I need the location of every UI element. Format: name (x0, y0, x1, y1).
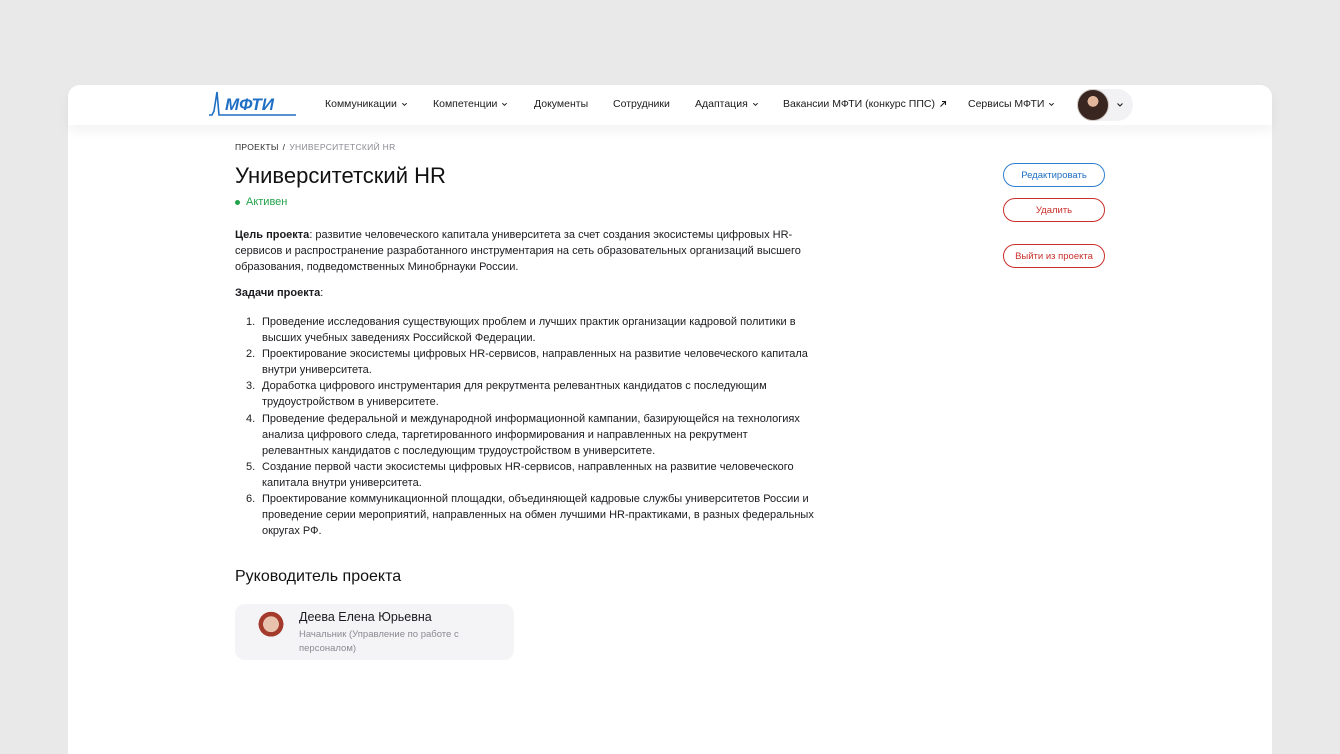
leader-name: Деева Елена Юрьевна (299, 610, 432, 624)
page-title: Университетский HR (235, 163, 446, 188)
tasks-colon: : (320, 287, 324, 299)
list-item (235, 459, 815, 491)
status-badge (235, 196, 287, 208)
list-item-text: Проведение федеральной и международной информационной кампании, базирующейся на технологиях анализа цифрового следа, таргетированного информирования и направленных на рекрутмент релевантных кандидатов с последующим трудоустройством в университете. (262, 412, 800, 457)
list-item (235, 491, 815, 539)
list-item (235, 314, 815, 346)
list-item-text: Проектирование экосистемы цифровых HR-сервисов, направленных на развитие человеческого капитала внутри университета. (262, 348, 808, 377)
nav-vacancies[interactable] (783, 98, 947, 110)
leave-project-button[interactable]: Выйти из проекта (1003, 244, 1105, 268)
tasks-label: Задачи проекта (235, 287, 321, 299)
list-item-number: 4. (246, 412, 256, 425)
list-item-number: 1. (246, 316, 256, 328)
goal-label: Цель проекта (235, 229, 310, 241)
nav-label: Адаптация (695, 98, 748, 110)
status-dot-icon (235, 200, 240, 205)
nav-competencies[interactable] (433, 98, 508, 110)
delete-button[interactable]: Удалить (1003, 198, 1105, 222)
leader-avatar (255, 609, 287, 647)
leader-card[interactable] (235, 604, 514, 660)
list-item (235, 346, 815, 378)
chevron-down-icon (752, 101, 759, 108)
leader-role: Начальник (Управление по работе с персоналом) (299, 629, 459, 654)
breadcrumb-separator: / (282, 142, 286, 152)
avatar[interactable] (1077, 89, 1109, 121)
nav-adaptation[interactable] (695, 98, 759, 110)
nav-label: Компетенции (433, 98, 498, 110)
list-item-number: 3. (246, 380, 256, 393)
list-item-text: Создание первой части экосистемы цифровых HR-сервисов, направленных на развитие человеческого капитала внутри университета. (262, 460, 794, 489)
user-menu[interactable] (1077, 89, 1133, 121)
nav-label: Сотрудники (613, 98, 670, 110)
nav-documents[interactable] (534, 98, 588, 110)
mipt-logo[interactable] (208, 89, 298, 119)
breadcrumb-current: УНИВЕРСИТЕТСКИЙ HR (289, 142, 396, 152)
goal-text: : развитие человеческого капитала университета за счет создания экосистемы цифровых HR-сервисов и распространение разработанного инструментария на сеть образовательных организаций высшего образования, подведомственных Минобрнауки России. (235, 229, 801, 274)
list-item-number: 6. (246, 493, 256, 506)
edit-button[interactable]: Редактировать (1003, 163, 1105, 187)
chevron-down-icon (401, 101, 408, 108)
list-item-number: 5. (246, 460, 256, 473)
tasks-list (235, 314, 815, 539)
list-item (235, 378, 815, 410)
list-item (235, 411, 815, 459)
page-card (68, 85, 1272, 754)
nav-label: Вакансии МФТИ (конкурс ППС) (783, 98, 935, 110)
nav-label: Документы (534, 98, 589, 110)
logo-text: МФТИ (225, 95, 274, 114)
chevron-down-icon (1116, 101, 1124, 109)
chevron-down-icon (1048, 101, 1055, 108)
nav-label: Коммуникации (325, 98, 397, 110)
leader-heading: Руководитель проекта (235, 568, 402, 585)
list-item-text: Проведение исследования существующих проблем и лучших практик организации кадровой политики в высших учебных заведениях Российской Федерации. (262, 316, 796, 345)
project-goal (235, 227, 815, 276)
external-link-icon (939, 100, 947, 108)
nav-mipt-services[interactable] (968, 98, 1055, 110)
tasks-heading (235, 287, 323, 299)
list-item-text: Доработка цифрового инструментария для рекрутмента релевантных кандидатов с последующим трудоустройством в университете. (262, 380, 767, 409)
nav-employees[interactable] (613, 98, 670, 110)
breadcrumb-projects-link[interactable]: ПРОЕКТЫ (235, 142, 279, 152)
chevron-down-icon (501, 101, 508, 108)
status-label: Активен (246, 196, 288, 208)
nav-communications[interactable] (325, 98, 408, 110)
list-item-text: Проектирование коммуникационной площадки, объединяющей кадровые службы университетов России и проведение серии мероприятий, направленных на обмен лучшими HR-практиками, в разных федеральных округах РФ. (262, 493, 814, 538)
nav-label: Сервисы МФТИ (968, 98, 1045, 110)
top-navigation-bar (68, 85, 1272, 125)
breadcrumb (235, 142, 396, 152)
list-item-number: 2. (246, 348, 256, 361)
